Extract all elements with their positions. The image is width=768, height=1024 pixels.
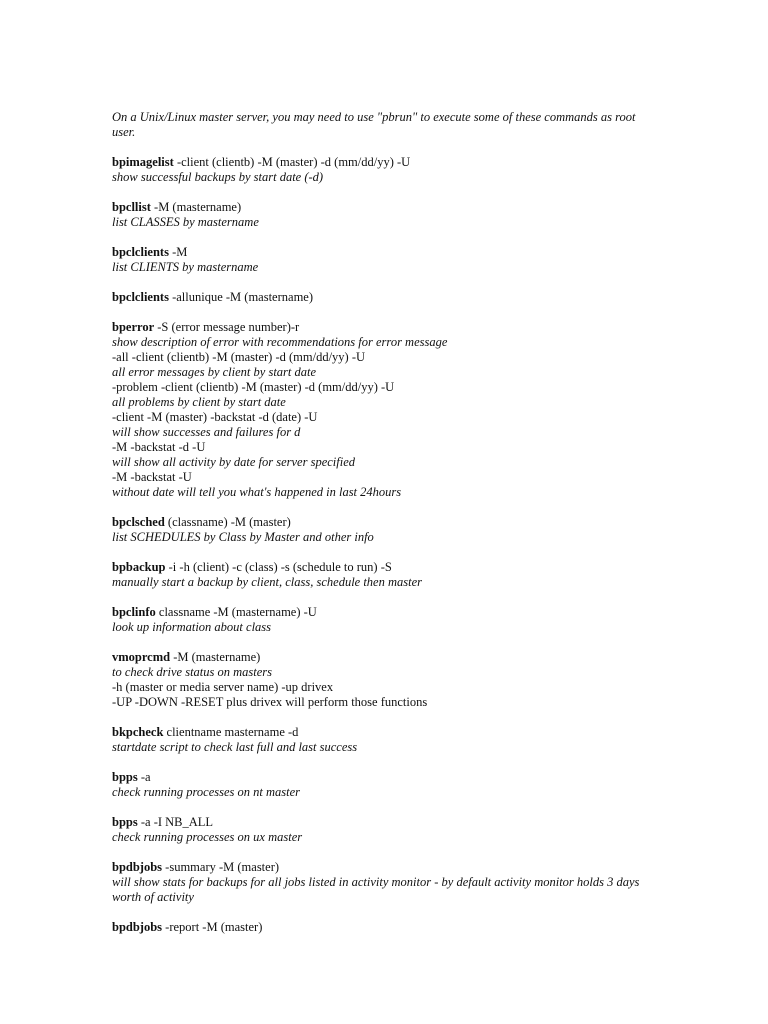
command-name: bpclsched (112, 515, 165, 529)
command-args: -a -I NB_ALL (137, 815, 214, 829)
command-args: -summary -M (master) (162, 860, 280, 874)
command-args: -M (mastername) (170, 650, 261, 664)
command-name: bpclclients (112, 290, 169, 304)
command-name: bpclinfo (112, 605, 156, 619)
command-args: -S (error message number)-r (154, 320, 300, 334)
command-name: bpcllist (112, 200, 151, 214)
command-line (112, 245, 652, 260)
command-name: bpbackup (112, 560, 166, 574)
command-name: bpclclients (112, 245, 169, 259)
command-description: show description of error with recommendations for error message (112, 335, 448, 349)
command-line (112, 320, 652, 335)
command-args: clientname mastername -d (163, 725, 299, 739)
command-line (112, 770, 652, 785)
command-block (112, 320, 652, 500)
option-line: -UP -DOWN -RESET plus drivex will perform those functions (112, 695, 428, 709)
command-args: -M (mastername) (150, 200, 242, 214)
command-description: check running processes on ux master (112, 830, 303, 844)
command-description: list SCHEDULES by Class by Master and other info (112, 530, 374, 544)
command-name: vmoprcmd (112, 650, 171, 664)
command-description: will show stats for backups for all jobs listed in activity monitor - by default activity monitor holds 3 days worth of activity (112, 875, 640, 904)
option-line: -M -backstat -d -U (112, 440, 206, 454)
command-list (112, 155, 652, 935)
command-name: bkpcheck (112, 725, 164, 739)
command-line (112, 650, 652, 665)
command-line (112, 860, 652, 875)
option-line: -all -client (clientb) -M (master) -d (mm/dd/yy) -U (112, 350, 366, 364)
command-name: bpdbjobs (112, 860, 163, 874)
command-block (112, 155, 652, 185)
command-block (112, 770, 652, 800)
command-block (112, 920, 652, 935)
command-block (112, 200, 652, 230)
command-line (112, 155, 652, 170)
command-block (112, 245, 652, 275)
command-name: bpps (112, 815, 138, 829)
document-body (112, 110, 652, 950)
command-args: -allunique -M (mastername) (168, 290, 313, 304)
option-line: -M -backstat -U (112, 470, 192, 484)
command-block (112, 815, 652, 845)
command-block (112, 290, 652, 305)
option-line: -h (master or media server name) -up drivex (112, 680, 334, 694)
intro-text: On a Unix/Linux master server, you may need to use "pbrun" to execute some of these commands as root user. (112, 110, 636, 139)
command-line (112, 725, 652, 740)
option-description: will show successes and failures for d (112, 425, 301, 439)
command-args: (classname) -M (master) (164, 515, 291, 529)
command-args: -i -h (client) -c (class) -s (schedule to run) -S (165, 560, 392, 574)
option-description: all problems by client by start date (112, 395, 286, 409)
intro-paragraph (112, 110, 652, 140)
command-line (112, 515, 652, 530)
option-line: -client -M (master) -backstat -d (date) -U (112, 410, 318, 424)
command-args: -report -M (master) (162, 920, 263, 934)
command-name: bpps (112, 770, 138, 784)
option-description: all error messages by client by start date (112, 365, 317, 379)
command-name: bperror (112, 320, 155, 334)
command-line (112, 200, 652, 215)
command-line (112, 815, 652, 830)
command-description: look up information about class (112, 620, 272, 634)
command-block (112, 605, 652, 635)
command-description: list CLIENTS by mastername (112, 260, 259, 274)
command-name: bpimagelist (112, 155, 174, 169)
command-block (112, 860, 652, 905)
command-block (112, 560, 652, 590)
command-description: startdate script to check last full and last success (112, 740, 358, 754)
command-line (112, 290, 652, 305)
option-description: will show all activity by date for server specified (112, 455, 356, 469)
command-name: bpdbjobs (112, 920, 163, 934)
command-block (112, 725, 652, 755)
command-args: -client (clientb) -M (master) -d (mm/dd/yy) -U (173, 155, 411, 169)
command-block (112, 650, 652, 710)
option-line: -problem -client (clientb) -M (master) -d (mm/dd/yy) -U (112, 380, 395, 394)
command-line (112, 560, 652, 575)
command-args: -M (168, 245, 188, 259)
command-args: classname -M (mastername) -U (155, 605, 317, 619)
command-line (112, 605, 652, 620)
command-block (112, 515, 652, 545)
command-line (112, 920, 652, 935)
command-args: -a (137, 770, 151, 784)
option-description: without date will tell you what's happened in last 24hours (112, 485, 402, 499)
command-description: to check drive status on masters (112, 665, 273, 679)
command-description: show successful backups by start date (-d) (112, 170, 324, 184)
command-description: manually start a backup by client, class, schedule then master (112, 575, 423, 589)
command-description: list CLASSES by mastername (112, 215, 259, 229)
command-description: check running processes on nt master (112, 785, 301, 799)
